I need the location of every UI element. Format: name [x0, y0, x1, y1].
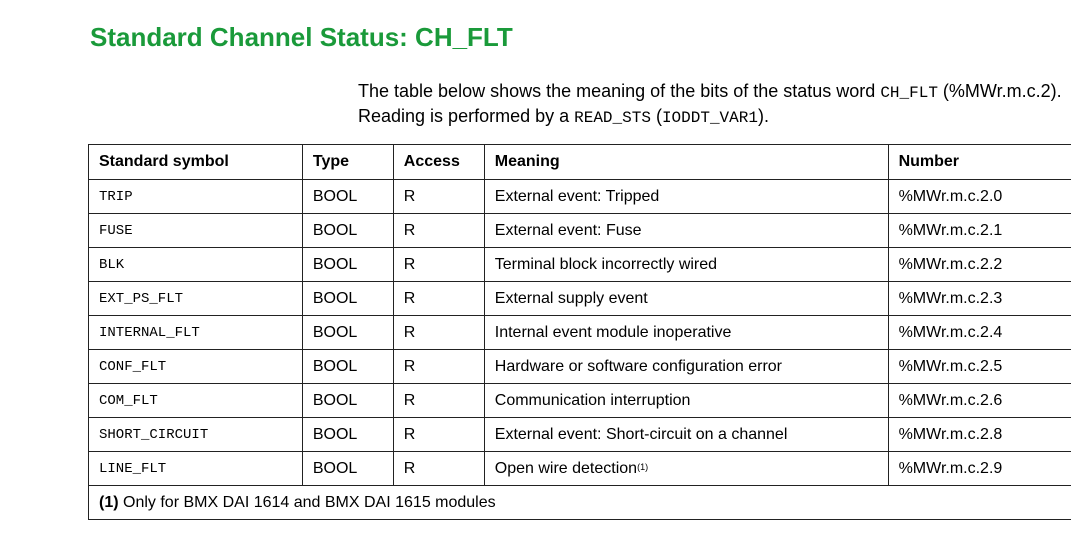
cell-symbol: COM_FLT — [89, 384, 303, 418]
cell-access: R — [393, 384, 484, 418]
status-table — [88, 144, 1071, 520]
cell-number: %MWr.m.c.2.0 — [888, 180, 1071, 214]
cell-meaning — [484, 214, 888, 248]
cell-number: %MWr.m.c.2.3 — [888, 282, 1071, 316]
meaning-text: External supply event — [494, 289, 648, 307]
table-row — [89, 214, 1072, 248]
header-meaning: Meaning — [484, 145, 888, 180]
table-row — [89, 418, 1072, 452]
cell-number: %MWr.m.c.2.5 — [888, 350, 1071, 384]
header-access: Access — [393, 145, 484, 180]
cell-number: %MWr.m.c.2.9 — [888, 452, 1071, 486]
cell-access: R — [393, 214, 484, 248]
meaning-text: Open wire detection — [494, 459, 638, 477]
cell-type: BOOL — [302, 384, 393, 418]
page-title: Standard Channel Status: CH_FLT — [90, 22, 513, 52]
cell-symbol: SHORT_CIRCUIT — [89, 418, 303, 452]
cell-meaning — [484, 452, 888, 486]
intro-text-3: ( — [650, 106, 662, 126]
header-standard-symbol: Standard symbol — [89, 145, 303, 180]
meaning-text: External event: Fuse — [494, 221, 642, 239]
table-row — [89, 350, 1072, 384]
cell-access: R — [393, 180, 484, 214]
table-header-row — [89, 145, 1072, 180]
cell-number: %MWr.m.c.2.2 — [888, 248, 1071, 282]
intro-code-read-sts: READ_STS — [574, 109, 651, 127]
cell-symbol: EXT_PS_FLT — [89, 282, 303, 316]
cell-meaning — [484, 384, 888, 418]
intro-paragraph — [358, 80, 1078, 130]
table-row — [89, 452, 1072, 486]
cell-meaning — [484, 248, 888, 282]
cell-access: R — [393, 248, 484, 282]
footnote-text: Only for BMX DAI 1614 and BMX DAI 1615 modules — [118, 493, 496, 511]
intro-text-2: (%MWr.m.c.2). Reading is performed by a — [358, 81, 1062, 126]
intro-code-ioddt: IODDT_VAR1 — [661, 109, 758, 127]
cell-type: BOOL — [302, 418, 393, 452]
footnote-marker: (1) — [99, 493, 119, 511]
cell-symbol: LINE_FLT — [89, 452, 303, 486]
cell-meaning — [484, 282, 888, 316]
cell-number: %MWr.m.c.2.1 — [888, 214, 1071, 248]
cell-meaning — [484, 180, 888, 214]
cell-type: BOOL — [302, 180, 393, 214]
table-row — [89, 180, 1072, 214]
cell-access: R — [393, 350, 484, 384]
cell-access: R — [393, 418, 484, 452]
table-row — [89, 384, 1072, 418]
cell-symbol: CONF_FLT — [89, 350, 303, 384]
table-row — [89, 282, 1072, 316]
cell-meaning — [484, 418, 888, 452]
intro-text-4: ). — [757, 106, 769, 126]
cell-meaning — [484, 316, 888, 350]
footnote-row — [89, 486, 1072, 520]
meaning-text: Internal event module inoperative — [494, 323, 732, 341]
cell-access: R — [393, 282, 484, 316]
cell-symbol: INTERNAL_FLT — [89, 316, 303, 350]
cell-type: BOOL — [302, 452, 393, 486]
table-row — [89, 248, 1072, 282]
cell-number: %MWr.m.c.2.6 — [888, 384, 1071, 418]
meaning-text: Hardware or software configuration error — [494, 357, 782, 375]
cell-access: R — [393, 452, 484, 486]
cell-number: %MWr.m.c.2.4 — [888, 316, 1071, 350]
meaning-text: Terminal block incorrectly wired — [494, 255, 718, 273]
intro-code-ch-flt: CH_FLT — [880, 84, 938, 102]
cell-type: BOOL — [302, 350, 393, 384]
cell-access: R — [393, 316, 484, 350]
footnote — [89, 486, 1072, 520]
cell-number: %MWr.m.c.2.8 — [888, 418, 1071, 452]
cell-symbol: TRIP — [89, 180, 303, 214]
cell-symbol: BLK — [89, 248, 303, 282]
cell-type: BOOL — [302, 316, 393, 350]
meaning-text: External event: Short-circuit on a channel — [494, 425, 788, 443]
meaning-text: Communication interruption — [494, 391, 691, 409]
meaning-text: External event: Tripped — [494, 187, 660, 205]
cell-type: BOOL — [302, 248, 393, 282]
footnote-ref: (1) — [637, 461, 649, 472]
header-type: Type — [302, 145, 393, 180]
cell-type: BOOL — [302, 214, 393, 248]
cell-symbol: FUSE — [89, 214, 303, 248]
table-row — [89, 316, 1072, 350]
cell-meaning — [484, 350, 888, 384]
cell-type: BOOL — [302, 282, 393, 316]
header-number: Number — [888, 145, 1071, 180]
intro-text-1: The table below shows the meaning of the bits of the status word — [358, 81, 881, 101]
